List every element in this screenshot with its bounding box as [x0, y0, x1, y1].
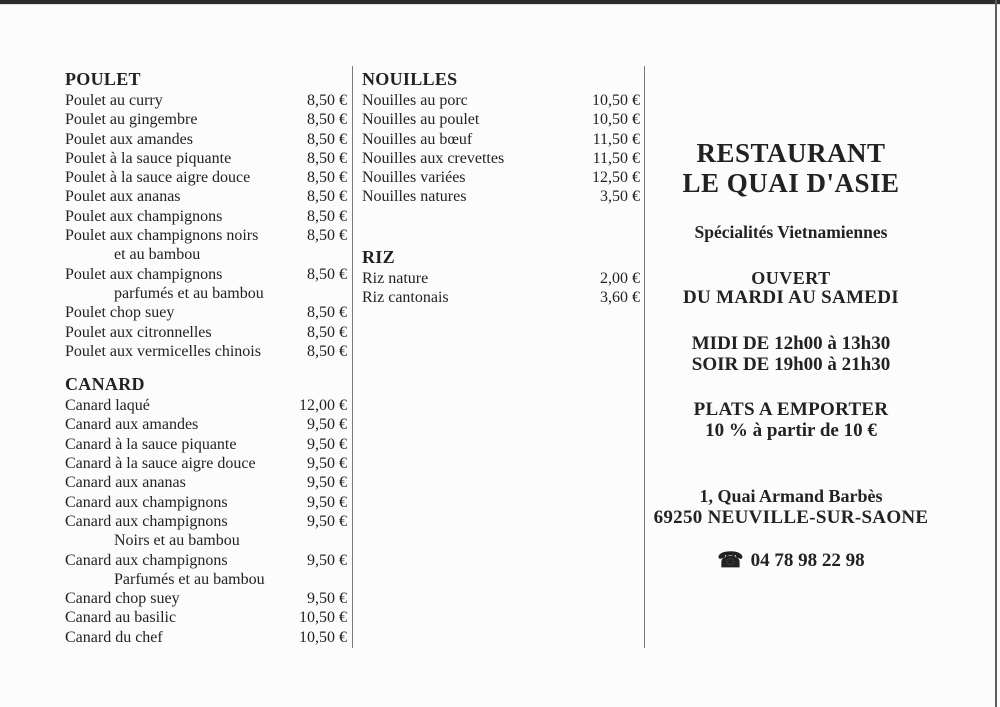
menu-item-row [65, 435, 347, 454]
poulet-section [65, 68, 347, 361]
menu-item-name-block [65, 628, 299, 647]
menu-item-price: 9,50 € [307, 512, 347, 530]
menu-item-name: Canard à la sauce aigre douce [65, 455, 256, 473]
menu-item-price: 8,50 € [307, 323, 347, 341]
menu-item-name: Canard à la sauce piquante [65, 435, 237, 453]
riz-section [362, 246, 640, 308]
menu-item-row [65, 342, 347, 361]
menu-item-name: Poulet aux champignons noirs [65, 227, 259, 245]
column-divider-2 [644, 66, 645, 648]
menu-item-price: 8,50 € [307, 130, 347, 148]
nouilles-section [362, 68, 640, 207]
menu-item-row [65, 207, 347, 226]
menu-item-row [65, 493, 347, 512]
menu-item-price: 12,50 € [592, 169, 640, 187]
menu-item-price: 3,60 € [600, 289, 640, 307]
menu-item-price: 10,50 € [299, 609, 347, 627]
menu-item-price: 12,00 € [299, 397, 347, 415]
menu-item-name-block [65, 130, 307, 149]
menu-item-row [65, 551, 347, 590]
menu-item-name-block [65, 473, 307, 492]
menu-item-price: 8,50 € [307, 169, 347, 187]
top-edge-hairline [0, 4, 1000, 5]
hours-midday: MIDI DE 12h00 à 13h30 [691, 333, 891, 354]
menu-item-row [362, 91, 640, 110]
hours-evening: SOIR DE 19h00 à 21h30 [691, 354, 891, 375]
menu-item-name: Canard laqué [65, 397, 150, 415]
menu-item-name-block [362, 149, 593, 168]
menu-item-name-block [362, 269, 600, 288]
menu-item-price: 9,50 € [307, 455, 347, 473]
menu-item-name: Nouilles au porc [362, 92, 468, 109]
menu-item-price: 9,50 € [307, 416, 347, 434]
menu-item-row [65, 130, 347, 149]
menu-item-price: 9,50 € [307, 493, 347, 511]
menu-item-price: 9,50 € [307, 474, 347, 492]
menu-item-name: Poulet à la sauce piquante [65, 149, 232, 167]
menu-item-name-block [362, 187, 600, 206]
menu-item-name-block [65, 608, 299, 627]
nouilles-item-list [362, 91, 640, 207]
menu-item-name: Poulet aux vermicelles chinois [65, 342, 261, 360]
menu-item-price: 3,50 € [600, 188, 640, 206]
menu-item-name-block [65, 226, 307, 265]
menu-item-price: 9,50 € [307, 435, 347, 453]
poulet-item-list [65, 91, 347, 361]
menu-item-price: 10,50 € [592, 111, 640, 129]
open-days: DU MARDI AU SAMEDI [683, 287, 899, 308]
menu-item-row [65, 187, 347, 206]
canard-section [65, 373, 347, 647]
menu-item-name-block [65, 342, 307, 361]
menu-item-name-continuation: parfumés et au bambou [114, 284, 264, 302]
menu-item-price: 8,50 € [307, 149, 347, 167]
menu-item-row [65, 608, 347, 627]
menu-item-row [362, 149, 640, 168]
menu-item-name: Riz nature [362, 269, 429, 287]
menu-item-name: Canard aux champignons [65, 551, 228, 569]
menu-item-name-block [362, 130, 593, 149]
menu-item-name: Poulet aux amandes [65, 130, 193, 148]
menu-item-name-block [65, 168, 307, 187]
menu-item-row [65, 512, 347, 551]
menu-item-name-block [65, 91, 307, 110]
menu-item-name: Nouilles au bœuf [362, 130, 473, 148]
phone-line [652, 550, 930, 571]
restaurant-name-line1: RESTAURANT [696, 138, 886, 168]
menu-item-name: Nouilles natures [362, 188, 467, 206]
menu-item-row [65, 473, 347, 492]
menu-item-name-continuation: Noirs et au bambou [114, 532, 240, 550]
menu-item-name-block [362, 110, 592, 129]
menu-item-name: Canard chop suey [65, 590, 180, 608]
nouilles-section-title: NOUILLES [362, 69, 458, 89]
menu-item-name: Poulet aux champignons [65, 207, 223, 225]
menu-item-row [65, 454, 347, 473]
menu-item-name-block [65, 207, 307, 226]
restaurant-info-column [652, 68, 930, 571]
menu-item-row [65, 110, 347, 129]
canard-item-list [65, 396, 347, 647]
poulet-section-title: POULET [65, 69, 141, 89]
riz-section-title: RIZ [362, 246, 395, 267]
menu-item-price: 10,50 € [592, 92, 640, 109]
menu-item-name: Nouilles aux crevettes [362, 149, 505, 167]
menu-item-price: 11,50 € [592, 149, 640, 167]
menu-item-price: 8,50 € [307, 111, 347, 129]
menu-item-row [65, 303, 347, 322]
menu-item-row [362, 187, 640, 206]
menu-item-row [65, 91, 347, 110]
menu-item-name: Poulet chop suey [65, 304, 175, 322]
column-divider-1 [352, 66, 353, 648]
takeaway-discount: 10 % à partir de 10 € [705, 420, 877, 441]
menu-item-row [65, 265, 347, 304]
menu-item-name-block [362, 91, 592, 110]
menu-item-row [65, 323, 347, 342]
menu-item-name: Poulet au gingembre [65, 111, 198, 129]
address-city: 69250 NEUVILLE-SUR-SAONE [653, 507, 929, 528]
menu-item-row [65, 415, 347, 434]
menu-item-name: Canard aux ananas [65, 474, 186, 492]
menu-item-name: Poulet aux champignons [65, 265, 223, 283]
specialty-text: Spécialités Vietnamiennes [694, 222, 888, 242]
menu-item-row [362, 288, 640, 307]
menu-item-name: Canard aux champignons [65, 512, 228, 530]
menu-item-name-block [65, 551, 307, 590]
menu-item-price: 8,50 € [307, 342, 347, 360]
menu-item-name-block [65, 149, 307, 168]
open-label: OUVERT [751, 268, 831, 288]
menu-item-name: Poulet aux ananas [65, 188, 181, 206]
menu-item-name-block [65, 303, 307, 322]
menu-item-name: Nouilles variées [362, 169, 466, 187]
address-street: 1, Quai Armand Barbès [699, 486, 883, 506]
menu-item-name-continuation: et au bambou [114, 246, 201, 264]
menu-item-row [65, 168, 347, 187]
menu-item-name: Canard aux amandes [65, 416, 199, 434]
menu-item-name-continuation: Parfumés et au bambou [114, 570, 265, 588]
menu-item-row [65, 628, 347, 647]
canard-section-title: CANARD [65, 374, 145, 395]
menu-item-row [65, 589, 347, 608]
menu-item-name-block [65, 435, 307, 454]
phone-number: 04 78 98 22 98 [750, 550, 865, 571]
menu-item-price: 11,50 € [592, 130, 640, 148]
menu-item-name: Canard aux champignons [65, 493, 228, 511]
right-edge-line [995, 0, 997, 707]
menu-item-price: 9,50 € [307, 551, 347, 569]
menu-item-price: 8,50 € [307, 265, 347, 283]
menu-item-name: Poulet aux citronnelles [65, 323, 212, 341]
menu-item-name: Canard du chef [65, 628, 163, 646]
menu-item-price: 10,50 € [299, 628, 347, 646]
menu-item-name: Nouilles au poulet [362, 111, 480, 129]
menu-item-name-block [65, 454, 307, 473]
menu-item-name-block [65, 396, 299, 415]
menu-item-name-block [65, 589, 307, 608]
menu-item-price: 8,50 € [307, 227, 347, 245]
menu-item-price: 8,50 € [307, 188, 347, 206]
menu-item-price: 8,50 € [307, 304, 347, 322]
menu-item-row [362, 269, 640, 288]
menu-item-name-block [65, 512, 307, 551]
menu-item-name-block [362, 168, 592, 187]
takeaway-label: PLATS A EMPORTER [693, 399, 889, 420]
menu-item-name: Poulet à la sauce aigre douce [65, 169, 251, 187]
menu-item-row [362, 168, 640, 187]
menu-item-price: 2,00 € [600, 269, 640, 287]
menu-item-name-block [65, 187, 307, 206]
menu-item-row [65, 226, 347, 265]
telephone-icon: ☎ [717, 548, 744, 572]
menu-item-price: 8,50 € [307, 92, 347, 109]
menu-item-name: Riz cantonais [362, 289, 449, 307]
left-menu-column [65, 68, 347, 647]
menu-item-name-block [65, 110, 307, 129]
menu-item-price: 9,50 € [307, 590, 347, 608]
menu-item-name-block [65, 415, 307, 434]
menu-item-row [362, 110, 640, 129]
riz-item-list [362, 269, 640, 308]
menu-item-name: Canard au basilic [65, 609, 177, 627]
menu-item-name-block [65, 265, 307, 304]
middle-menu-column [362, 68, 640, 307]
menu-item-row [65, 396, 347, 415]
menu-item-name: Poulet au curry [65, 92, 163, 109]
restaurant-name-line2: LE QUAI D'ASIE [682, 168, 900, 198]
menu-item-price: 8,50 € [307, 207, 347, 225]
menu-item-row [362, 130, 640, 149]
menu-item-name-block [65, 493, 307, 512]
menu-item-name-block [362, 288, 600, 307]
menu-item-name-block [65, 323, 307, 342]
menu-item-row [65, 149, 347, 168]
